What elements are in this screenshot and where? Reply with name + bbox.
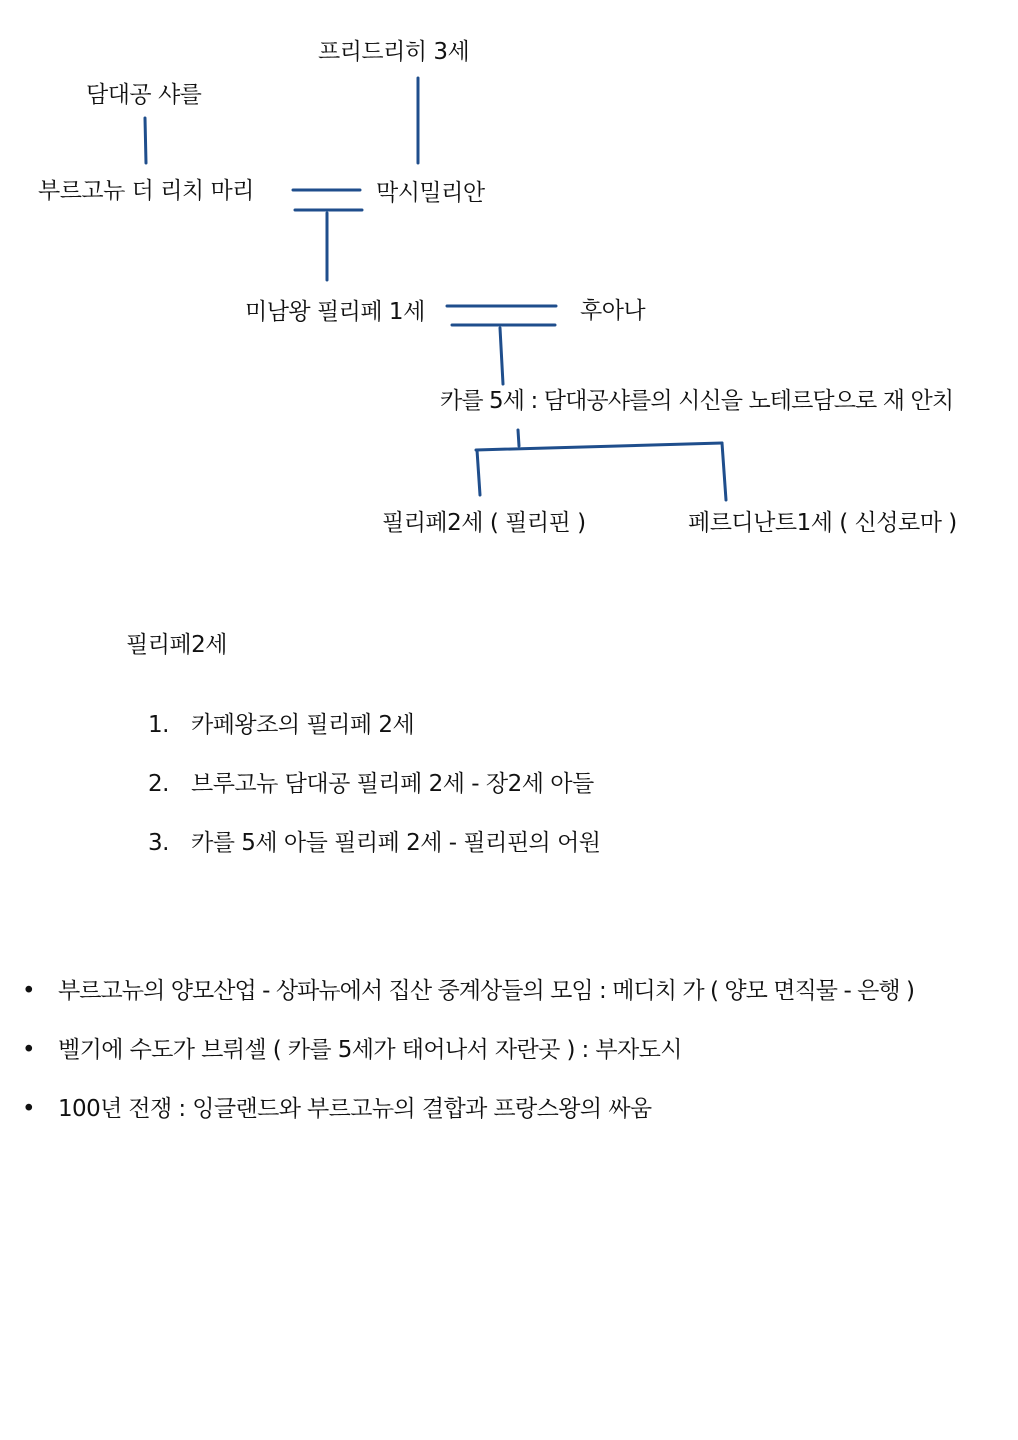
line-children-bar [476,443,722,450]
list-item-number: 1. [148,712,169,738]
bullet-marker: • [22,1096,35,1122]
bullet-text: 벨기에 수도가 브뤼셀 ( 카를 5세가 태어나서 자란곳 ) : 부자도시 [58,1037,682,1063]
tree-node-duke-charles: 담대공 샤를 [86,82,202,108]
tree-node-mary-burgundy: 부르고뉴 더 리치 마리 [38,178,254,204]
line-to-ferdinand [722,443,726,500]
bullet-text: 부르고뉴의 양모산업 - 상파뉴에서 집산 중계상들의 모임 : 메디치 가 ( 양모 면직물 - 은행 ) [58,978,915,1004]
tree-node-maximilian: 막시밀리안 [376,180,485,206]
tree-node-philip-handsome: 미남왕 필리페 1세 [245,299,425,325]
line-charles-v-tick [518,430,519,446]
list-item-text: 브루고뉴 담대공 필리페 2세 - 장2세 아들 [191,771,594,797]
line-to-charles-v [500,328,503,384]
tree-node-friedrich-iii: 프리드리히 3세 [318,39,470,65]
bullet-text: 100년 전쟁 : 잉글랜드와 부르고뉴의 결합과 프랑스왕의 싸움 [58,1096,652,1122]
line-charles-mary [145,118,146,163]
list-item-number: 2. [148,771,169,797]
list-item-text: 카를 5세 아들 필리페 2세 - 필리핀의 어원 [191,830,601,856]
bullet-marker: • [22,978,35,1004]
list-item-number: 3. [148,830,169,856]
tree-node-juana: 후아나 [580,298,646,324]
bullet-marker: • [22,1037,35,1063]
tree-node-ferdinand-i: 페르디난트1세 ( 신성로마 ) [688,510,957,536]
list-item-text: 카페왕조의 필리페 2세 [191,712,415,738]
tree-node-charles-v: 카를 5세 : 담대공샤를의 시신을 노테르담으로 재 안치 [440,388,954,414]
line-to-philip-ii [477,450,480,495]
section-heading-philip-ii: 필리페2세 [126,632,228,658]
tree-node-philip-ii: 필리페2세 ( 필리핀 ) [382,510,586,536]
